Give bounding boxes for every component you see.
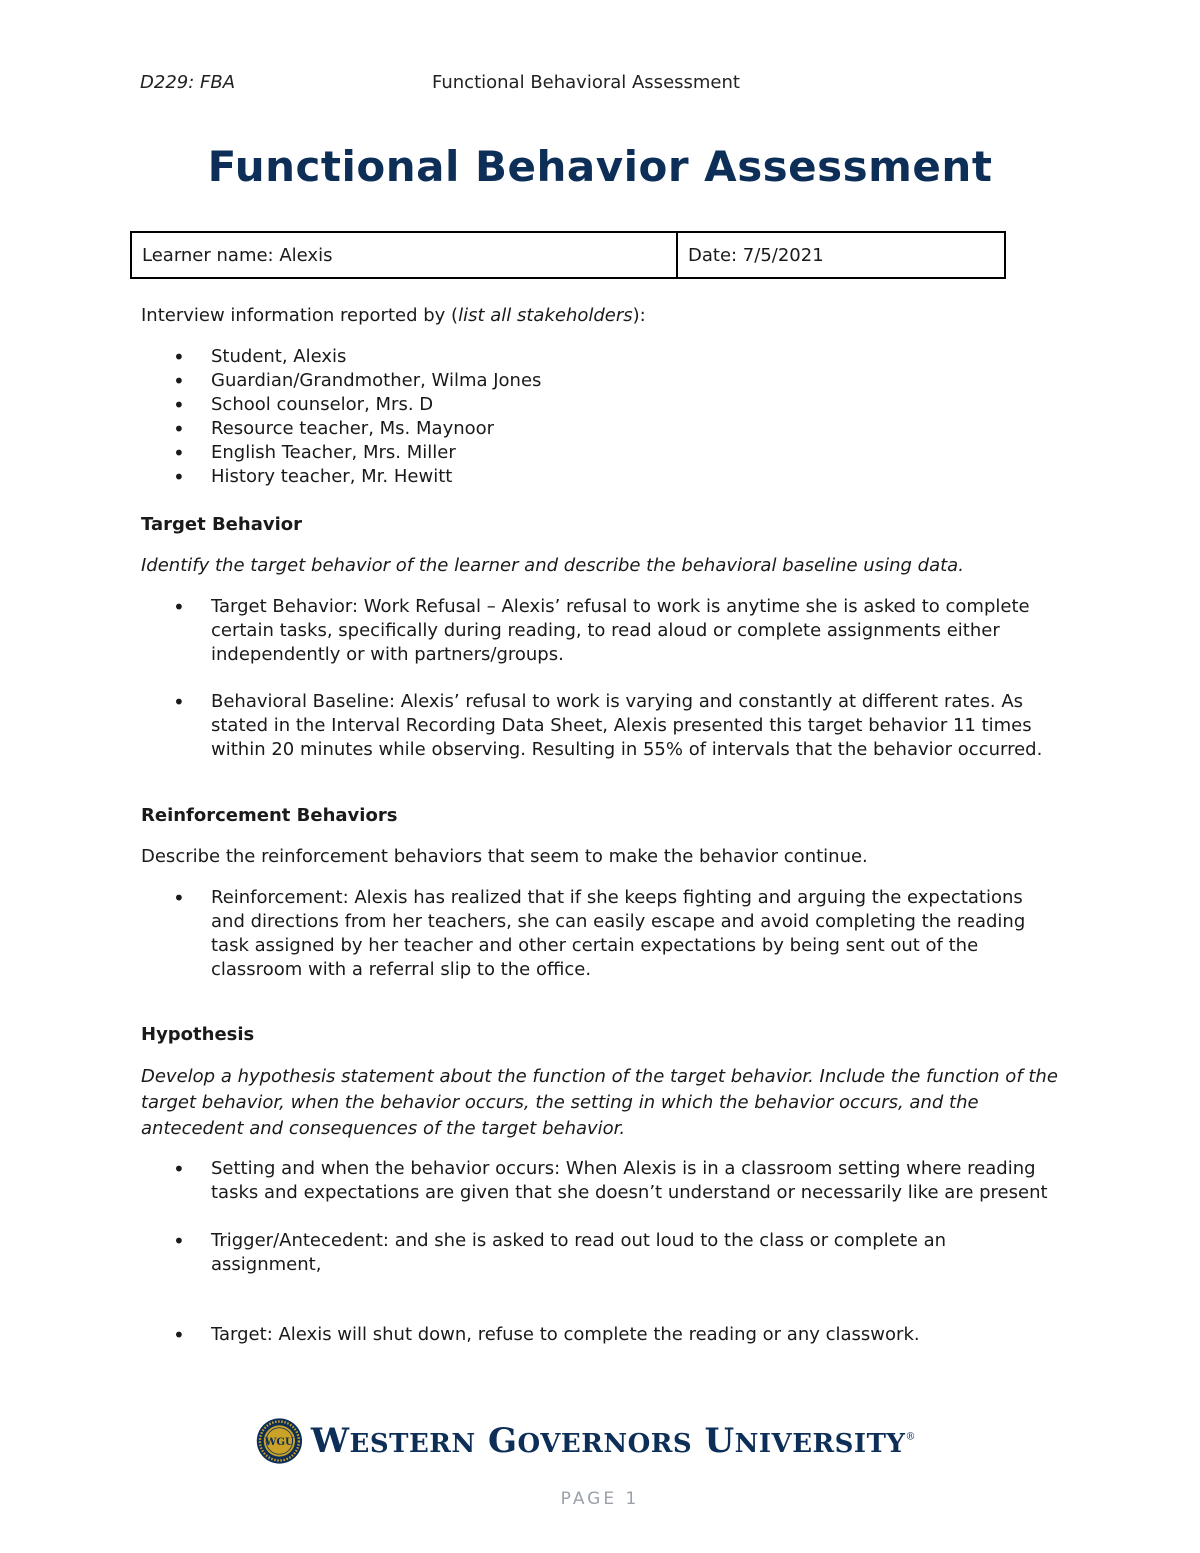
wgu-logo	[256, 1410, 916, 1472]
page-title: Functional Behavior Assessment	[207, 142, 993, 191]
section-heading-reinforcement: Reinforcement Behaviors	[141, 805, 398, 826]
hypothesis-list	[141, 1157, 1061, 1347]
list-item: • Behavioral Baseline: Alexis’ refusal to work is varying and constantly at different rates. As stated in the Interval Recording Data Sheet, Alexis presented this target behavior 11 times within 20 minutes while observing. Resulting in 55% of intervals that the behavior occurred.	[141, 690, 1061, 762]
svg-text:WGU: WGU	[264, 1435, 294, 1448]
interview-intro: Interview information reported by (list all stakeholders):	[141, 305, 646, 326]
target-behavior-prompt: Identify the target behavior of the learner and describe the behavioral baseline using data.	[141, 555, 964, 576]
list-item: • Reinforcement: Alexis has realized that if she keeps fighting and arguing the expectations and directions from her teachers, she can easily escape and avoid completing the reading task assigned by her teacher and other certain expectations by being sent out of the classroom with a referral slip to the office.	[141, 886, 1061, 982]
target-behavior-list	[141, 595, 1061, 762]
wgu-seal-icon	[256, 1412, 303, 1470]
learner-info-table	[130, 231, 1006, 279]
list-item: • History teacher, Mr. Hewitt	[141, 465, 1061, 489]
list-item: • Resource teacher, Ms. Maynoor	[141, 417, 1061, 441]
page-number: PAGE 1	[560, 1489, 640, 1509]
list-item: • Setting and when the behavior occurs: When Alexis is in a classroom setting where reading tasks and expectations are given that she doesn’t understand or necessarily like are present	[141, 1157, 1061, 1205]
learner-name-cell: Learner name: Alexis	[131, 232, 677, 278]
list-item: • Trigger/Antecedent: and she is asked to read out loud to the class or complete an assignment,	[141, 1229, 1061, 1277]
list-item: • English Teacher, Mrs. Miller	[141, 441, 1061, 465]
document-body	[141, 304, 1061, 1347]
hypothesis-prompt: Develop a hypothesis statement about the function of the target behavior. Include the function of the target behavior, when the behavior occurs, the setting in which the behavior occurs, and the antecedent and consequences of the target behavior.	[141, 1066, 1058, 1139]
section-heading-hypothesis: Hypothesis	[141, 1024, 255, 1045]
date-cell: Date: 7/5/2021	[677, 232, 1005, 278]
reinforcement-list	[141, 886, 1061, 982]
header-document-title: Functional Behavioral Assessment	[432, 72, 740, 93]
list-item: • Target Behavior: Work Refusal – Alexis’ refusal to work is anytime she is asked to complete certain tasks, specifically during reading, to read aloud or complete assignments either independently or with partners/groups.	[141, 595, 1061, 667]
wgu-wordmark: WESTERN GOVERNORS UNIVERSITY®	[310, 1421, 916, 1461]
list-item: • Student, Alexis	[141, 345, 1061, 369]
section-heading-target-behavior: Target Behavior	[141, 514, 302, 535]
list-item: • Guardian/Grandmother, Wilma Jones	[141, 369, 1061, 393]
list-item: • Target: Alexis will shut down, refuse to complete the reading or any classwork.	[141, 1323, 1061, 1347]
header-course-code: D229: FBA	[140, 72, 236, 93]
stakeholder-list	[141, 345, 1061, 489]
list-item: • School counselor, Mrs. D	[141, 393, 1061, 417]
reinforcement-prompt: Describe the reinforcement behaviors that seem to make the behavior continue.	[141, 846, 868, 867]
